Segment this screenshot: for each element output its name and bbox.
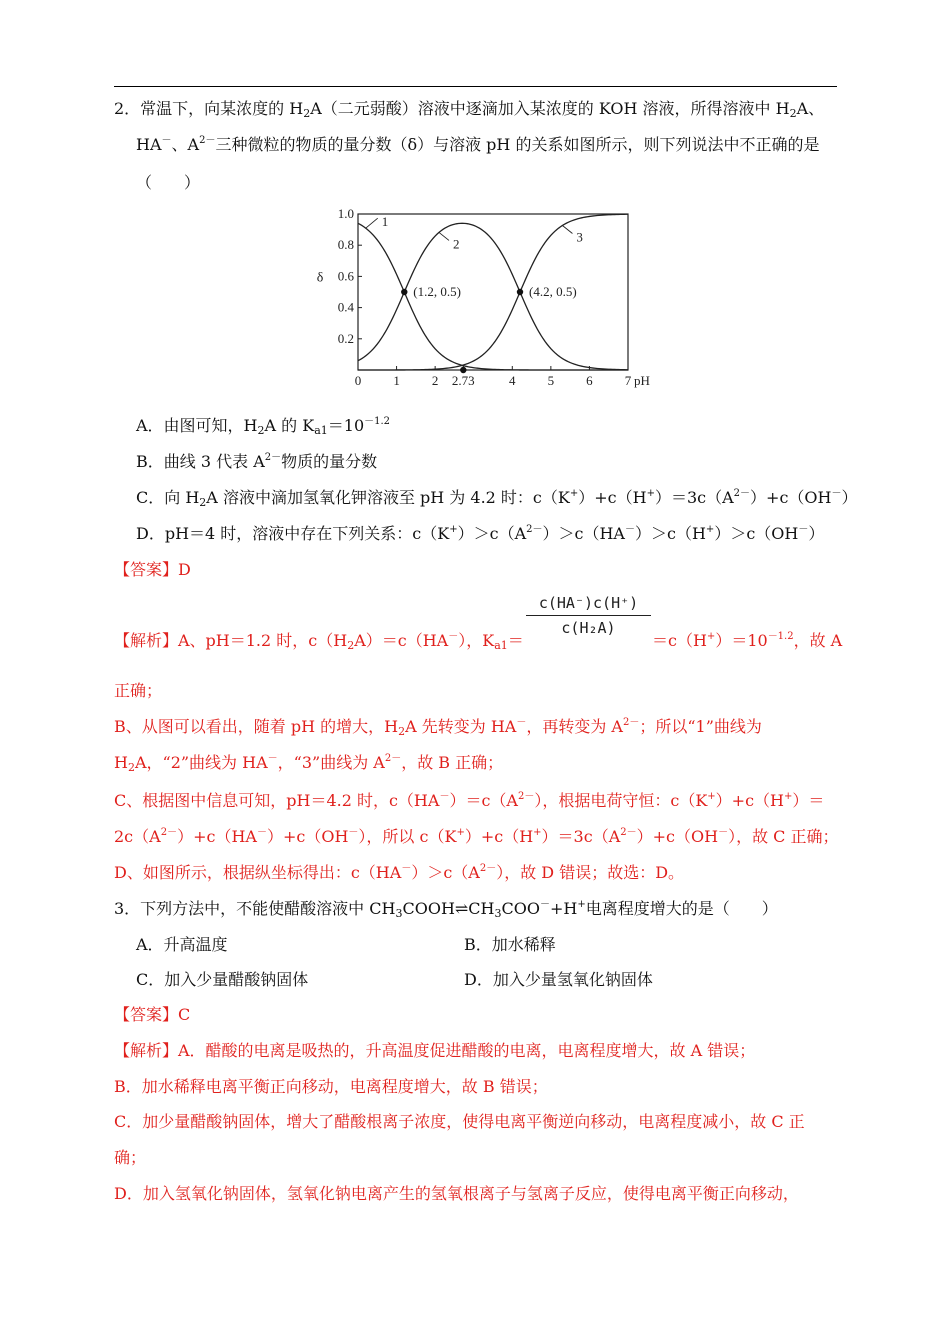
q2-explanation-b-line1: B、从图可以看出，随着 pH 的增大，$H_2A$ 先转变为 HA－，再转变为 $A^{2-}$；所以“1”曲线为 [114, 717, 762, 738]
x-tick-label: 1 [393, 373, 400, 388]
q3-stem: 3．下列方法中，不能使醋酸溶液中 $CH_3COOH\rightleftharpoons CH_3COO^-+H^+$电离程度增大的是（ ） [114, 899, 778, 920]
y-axis-label: δ [316, 270, 324, 286]
q3-explanation-c: C．加少量醋酸钠固体，增大了醋酸根离子浓度，使得电离平衡逆向移动，电离程度减小，故 C 正 [114, 1112, 805, 1131]
curve-label-leader [439, 232, 449, 240]
ka1-fraction [526, 594, 651, 637]
point-label: (1.2, 0.5) [413, 284, 461, 299]
point-label: (4.2, 0.5) [529, 284, 577, 299]
curve-label-leader [562, 225, 572, 233]
x-tick-label: 4 [509, 373, 516, 388]
x-axis-label: pH [634, 373, 650, 388]
curve-a2 [358, 214, 628, 370]
y-tick-label: 0.6 [337, 268, 354, 284]
q2-answer-paren: （ ） [136, 173, 201, 192]
q2-explanation-a: 【解析】A、pH＝1.2 时，$c(H_2A)=c(HA^-)$，$K_{a1}=$ [114, 631, 524, 652]
q2-option-a: A．由图可知，$H_2A$ 的 $K_{a1}=10^{-1.2}$ [136, 416, 391, 437]
q3-option-a: A．升高温度 [136, 935, 228, 954]
curve-label: 1 [381, 214, 389, 230]
y-tick-label: 0.8 [337, 237, 354, 253]
q2-explanation-c-line2: $2c(A^{2-})+c(HA^-)+c(OH^-)$，所以 $c(K^+)+c(H^+)=3c(A^{2-})+c(OH^-)$，故 C 正确； [114, 827, 839, 846]
y-tick-label: 0.4 [337, 299, 354, 315]
fraction-numerator: c(HA⁻)c(H⁺) [526, 594, 651, 616]
q2-explanation-a-tail: $=c(H^+)=10^{-1.2}$，故 A [652, 631, 843, 650]
q2-explanation-a-end: 正确； [114, 681, 163, 700]
q2-option-d: D．pH＝4 时，溶液中存在下列关系：$c(K^+)>c(A^{2-})>c(HA^-)>c(H^+)>c(OH^-)$ [136, 524, 825, 543]
x-tick-label: 2.73 [451, 373, 475, 388]
curve-label: 2 [453, 236, 460, 252]
q2-option-c: C．向 $H_2A$ 溶液中滴加氢氧化钾溶液至 pH 为 4.2 时：$c(K^+)+c(H^+)=3c(A^{2-})+c(OH^-)$ [136, 488, 858, 509]
curve-h2a [358, 223, 628, 370]
x-tick-label: 6 [586, 373, 593, 388]
q2-explanation-c-line1: C、根据图中信息可知，pH＝4.2 时，$c(HA^-)=c(A^{2-})$，根据电荷守恒：c（K+）+c（H+）＝ [114, 791, 825, 810]
data-point [460, 367, 466, 373]
curve-label: 3 [576, 229, 583, 245]
x-tick-label: 0 [354, 373, 362, 388]
x-tick-label: 7 [624, 373, 632, 388]
q2-explanation-d: D、如图所示，根据纵坐标得出：$c(HA^-)>c(A^{2-})$，故 D 错误；故选：D。 [114, 863, 685, 882]
q2-explanation-b-line2: $H_2A$，“2”曲线为 HA－，“3”曲线为 $A^{2-}$，故 B 正确； [114, 753, 504, 774]
q3-option-d: D．加入少量氢氧化钠固体 [464, 970, 653, 989]
q3-explanation-c-end: 确； [114, 1148, 147, 1167]
y-tick-label: 0.2 [337, 330, 354, 346]
q3-explanation-d: D．加入氢氧化钠固体，氢氧化钠电离产生的氢氧根离子与氢离子反应，使得电离平衡正向移动， [114, 1184, 799, 1203]
plot-frame [358, 214, 628, 370]
q3-answer: 【答案】C [114, 1005, 191, 1024]
q2-stem-line2: HA－、$A^{2-}$三种微粒的物质的量分数（δ）与溶液 pH 的关系如图所示，则下列说法中不正确的是 [136, 135, 820, 154]
q2-stem-line1: 2．常温下，向某浓度的 $H_2A$（二元弱酸）溶液中逐滴加入某浓度的 KOH 溶液，所得溶液中 $H_2A$、 [114, 99, 825, 120]
q2-answer: 【答案】D [114, 560, 191, 579]
distribution-chart [300, 196, 670, 396]
data-point [517, 289, 523, 295]
q3-explanation-b: B．加水稀释电离平衡正向移动，电离程度增大，故 B 错误； [114, 1077, 548, 1096]
data-point [401, 289, 407, 295]
y-tick-label: 1.0 [337, 206, 354, 221]
header-rule [114, 86, 837, 87]
q2-option-b: B．曲线 3 代表 $A^{2-}$物质的量分数 [136, 452, 378, 471]
q3-option-b: B．加水稀释 [464, 935, 556, 954]
q3-explanation-a: 【解析】A．醋酸的电离是吸热的，升高温度促进醋酸的电离，电离程度增大，故 A 错误； [114, 1041, 756, 1060]
q3-option-c: C．加入少量醋酸钠固体 [136, 970, 309, 989]
curve-ha [358, 223, 628, 369]
fraction-denominator: c(H₂A) [561, 619, 616, 637]
x-tick-label: 2 [431, 373, 439, 388]
curve-label-leader [366, 218, 378, 228]
x-tick-label: 5 [547, 373, 555, 388]
